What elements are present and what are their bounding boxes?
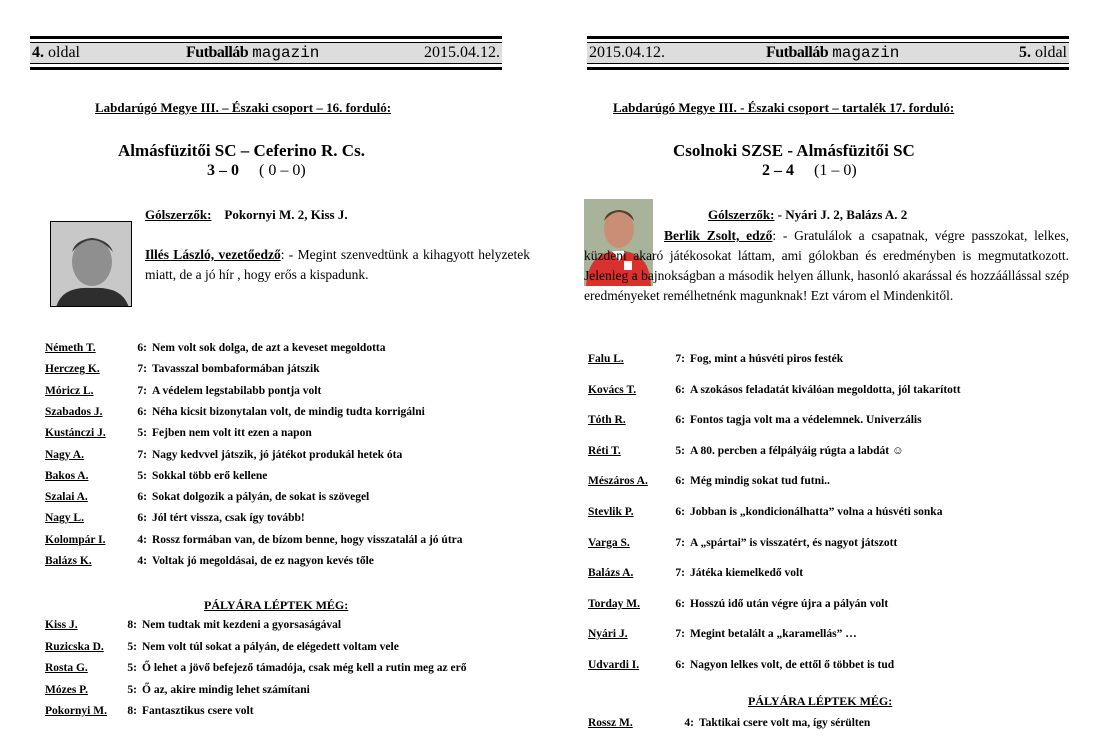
player-name: Mészáros A. xyxy=(588,475,648,488)
player-row xyxy=(45,555,374,567)
player-rating: 7: xyxy=(137,363,147,376)
player-name: Szabados J. xyxy=(45,405,103,418)
magazine-logo: Futballáb magazin xyxy=(186,44,320,62)
player-comment: Tavasszal bombaformában játszik xyxy=(152,363,320,376)
player-comment: Ő az, akire mindig lehet számítani xyxy=(142,683,310,696)
player-rating: 6: xyxy=(675,597,685,610)
player-rating: 5: xyxy=(137,469,147,482)
subs-title: PÁLYÁRA LÉPTEK MÉG: xyxy=(204,598,349,612)
player-name-rating xyxy=(45,534,147,546)
player-name: Rosta G. xyxy=(45,662,88,674)
player-name-rating xyxy=(45,555,147,567)
player-name: Kovács T. xyxy=(588,383,637,396)
page-header xyxy=(30,36,502,70)
player-name-rating xyxy=(45,406,147,418)
player-row xyxy=(45,491,369,503)
player-name-rating xyxy=(588,717,694,729)
match-title: Almásfüzitői SC – Ceferino R. Cs. xyxy=(118,141,365,160)
player-rating: 6: xyxy=(137,342,147,354)
player-comment: Játéka kiemelkedő volt xyxy=(690,567,804,580)
player-name: Herczeg K. xyxy=(45,363,100,376)
player-name-rating xyxy=(45,342,147,354)
player-row xyxy=(45,427,312,439)
player-name: Mózes P. xyxy=(45,683,89,696)
player-name: Bakos A. xyxy=(45,469,89,482)
player-rating: 6: xyxy=(137,512,147,525)
player-name-rating xyxy=(45,619,137,631)
player-comment: Sokat dolgozik a pályán, de sokat is szövegel xyxy=(152,491,370,504)
player-comment: Nagyon lelkes volt, de ettől ő többet is tud xyxy=(690,659,895,671)
goal-scorers: Gólszerzők: Pokornyi M. 2, Kiss J. xyxy=(145,207,348,222)
player-name: Móricz L. xyxy=(45,384,94,397)
player-comment: Rossz formában van, de bízom benne, hogy visszatalál a jó útra xyxy=(152,533,463,546)
player-comment: Nem volt sok dolga, de azt a keveset megoldotta xyxy=(152,342,386,354)
player-row xyxy=(45,342,385,354)
player-name-rating xyxy=(45,684,137,696)
player-comment: Nem tudtak mit kezdeni a gyorsaságával xyxy=(142,619,342,631)
player-name-rating xyxy=(588,414,685,426)
player-row xyxy=(588,567,803,579)
player-comment: A „spártai” is visszatért, és nagyot játszott xyxy=(690,536,898,549)
player-name: Rossz M. xyxy=(588,717,633,729)
left-page xyxy=(0,0,553,743)
player-comment: Nem volt túl sokat a pályán, de elégedett voltam vele xyxy=(142,640,399,653)
player-comment: A szokásos feladatát kiválóan megoldotta, jól takarított xyxy=(690,383,961,396)
player-row xyxy=(588,475,830,487)
player-row xyxy=(588,537,897,549)
player-comment: Sokkal több erő kellene xyxy=(152,469,268,482)
player-row xyxy=(588,628,857,640)
player-comment: Hosszú idő után végre újra a pályán volt xyxy=(690,597,889,610)
player-row xyxy=(588,384,961,396)
player-name-rating xyxy=(45,427,147,439)
player-name-rating xyxy=(588,475,685,487)
player-name-rating xyxy=(588,537,685,549)
player-comment: Fantasztikus csere volt xyxy=(142,705,254,717)
player-comment: Jobban is „kondicionálhatta” volna a húsvéti sonka xyxy=(690,506,943,518)
player-rating: 7: xyxy=(675,353,685,365)
player-rating: 8: xyxy=(127,619,137,631)
player-name-rating xyxy=(45,705,137,717)
player-row xyxy=(45,641,399,653)
player-row xyxy=(588,506,942,518)
coach-comment: Illés László, vezetőedző: - Megint szenvedtünk a kihagyott helyzetek miatt, de a jó hír , hogy erős a kispadunk. xyxy=(145,247,530,282)
player-row xyxy=(45,705,254,717)
player-rating: 5: xyxy=(127,662,137,674)
player-name: Balázs A. xyxy=(588,567,634,580)
player-name-rating xyxy=(588,506,685,518)
player-row xyxy=(45,619,341,631)
page-header xyxy=(587,36,1069,70)
player-rating: 5: xyxy=(127,640,137,653)
player-name: Kustánczi J. xyxy=(45,427,106,440)
player-row xyxy=(45,363,320,375)
player-rating: 5: xyxy=(675,444,685,457)
player-name: Nyári J. xyxy=(588,628,628,641)
player-name-rating xyxy=(45,385,147,397)
player-comment: Jól tért vissza, csak így tovább! xyxy=(152,512,305,525)
player-name-rating xyxy=(588,384,685,396)
player-name-rating xyxy=(45,641,137,653)
round-title: Labdarúgó Megye III. - Északi csoport – tartalék 17. forduló: xyxy=(613,100,955,115)
coach-comment: Berlik Zsolt, edző: - Gratulálok a csapatnak, végre passzokat, lelkes, küzdeni akaró játékosokat láttam, ami gólokban és eredményben is megmutatkozott. Jelenleg a bajnokságban a második helyen állunk, hasonló akarással és hozzáállással szép eredményeket remélhetnénk magunknak! Ezt várom el Mindenkitől. xyxy=(584,228,1069,303)
magazine-logo: Futballáb magazin xyxy=(766,44,900,62)
match-score: 3 – 0 ( 0 – 0) xyxy=(207,162,306,179)
page-number: 5. oldal xyxy=(1019,44,1067,61)
player-row xyxy=(588,414,922,426)
player-rating: 6: xyxy=(675,506,685,518)
player-rating: 6: xyxy=(137,405,147,418)
player-row xyxy=(588,598,888,610)
player-comment: A 80. percben a félpályáig rúgta a labdát ☺ xyxy=(690,444,904,457)
player-row xyxy=(45,684,310,696)
player-rating: 7: xyxy=(137,448,147,461)
player-name-rating xyxy=(45,449,147,461)
player-name-rating xyxy=(45,662,137,674)
player-rating: 4: xyxy=(137,555,147,567)
player-name: Torday M. xyxy=(588,597,640,610)
player-rating: 6: xyxy=(675,659,685,671)
player-row xyxy=(45,470,267,482)
match-score: 2 – 4 (1 – 0) xyxy=(762,162,857,179)
player-rating: 5: xyxy=(137,427,147,440)
player-comment: Még mindig sokat tud futni.. xyxy=(690,475,830,488)
player-row xyxy=(588,659,894,671)
player-row xyxy=(588,717,870,729)
player-comment: Taktikai csere volt ma, így sérülten xyxy=(699,717,871,729)
player-name: Balázs K. xyxy=(45,555,92,567)
player-name: Kolompár I. xyxy=(45,533,106,546)
player-name: Kiss J. xyxy=(45,619,78,631)
player-name-rating xyxy=(588,445,685,457)
player-row xyxy=(45,662,466,674)
player-comment: Nagy kedvvel játszik, jó játékot produkál hetek óta xyxy=(152,448,403,461)
player-name-rating xyxy=(45,491,147,503)
round-title: Labdarúgó Megye III. – Északi csoport – 16. forduló: xyxy=(95,100,392,115)
player-name-rating xyxy=(588,567,685,579)
player-rating: 6: xyxy=(675,414,685,427)
player-name: Tóth R. xyxy=(588,414,626,427)
page-number: 4. oldal xyxy=(32,44,80,61)
player-name: Szalai A. xyxy=(45,491,88,504)
player-name: Stevlik P. xyxy=(588,506,634,518)
player-row xyxy=(45,449,402,461)
coach-photo xyxy=(50,221,132,307)
player-comment: Fontos tagja volt ma a védelemnek. Univerzális xyxy=(690,414,922,427)
player-rating: 4: xyxy=(684,717,694,729)
player-name-rating xyxy=(588,353,685,365)
player-row xyxy=(45,512,305,524)
player-name-rating xyxy=(588,659,685,671)
player-comment: Voltak jó megoldásai, de ez nagyon kevés tőle xyxy=(152,555,374,567)
player-comment: Megint betalált a „karamellás” … xyxy=(690,628,857,641)
issue-date: 2015.04.12. xyxy=(589,44,665,61)
match-title: Csolnoki SZSE - Almásfüzitői SC xyxy=(673,141,915,160)
right-page xyxy=(553,0,1107,743)
player-row xyxy=(45,385,321,397)
player-name-rating xyxy=(45,512,147,524)
player-rating: 4: xyxy=(137,533,147,546)
player-comment: A védelem legstabilabb pontja volt xyxy=(152,384,322,397)
goal-scorers: Gólszerzők: - Nyári J. 2, Balázs A. 2 xyxy=(708,207,908,222)
player-comment: Fejben nem volt itt ezen a napon xyxy=(152,427,312,440)
player-name-rating xyxy=(588,598,685,610)
player-name: Nagy A. xyxy=(45,448,84,461)
player-rating: 7: xyxy=(675,628,685,641)
player-name: Pokornyi M. xyxy=(45,705,107,717)
player-comment: Fog, mint a húsvéti piros festék xyxy=(690,353,844,365)
player-name: Németh T. xyxy=(45,342,96,354)
player-comment: Néha kicsit bizonytalan volt, de mindig tudta korrigálni xyxy=(152,405,425,418)
player-name: Udvardi I. xyxy=(588,659,640,671)
player-row xyxy=(45,406,425,418)
player-name: Falu L. xyxy=(588,353,624,365)
player-row xyxy=(588,445,904,457)
player-name-rating xyxy=(45,363,147,375)
player-comment: Ő lehet a jövő befejező támadója, csak még kell a rutin meg az erő xyxy=(142,662,467,674)
player-name: Ruzicska D. xyxy=(45,640,104,653)
player-rating: 6: xyxy=(675,383,685,396)
player-rating: 5: xyxy=(127,683,137,696)
player-name: Nagy L. xyxy=(45,512,84,525)
player-rating: 7: xyxy=(137,384,147,397)
player-rating: 7: xyxy=(675,567,685,580)
player-row xyxy=(45,534,463,546)
player-name-rating xyxy=(588,628,685,640)
player-name: Varga S. xyxy=(588,536,630,549)
player-rating: 6: xyxy=(137,491,147,504)
player-rating: 7: xyxy=(675,536,685,549)
player-rating: 6: xyxy=(675,475,685,488)
issue-date: 2015.04.12. xyxy=(424,44,500,61)
player-row xyxy=(588,353,843,365)
subs-title: PÁLYÁRA LÉPTEK MÉG: xyxy=(748,694,893,708)
player-rating: 8: xyxy=(127,705,137,717)
player-name-rating xyxy=(45,470,147,482)
player-name: Réti T. xyxy=(588,444,621,457)
